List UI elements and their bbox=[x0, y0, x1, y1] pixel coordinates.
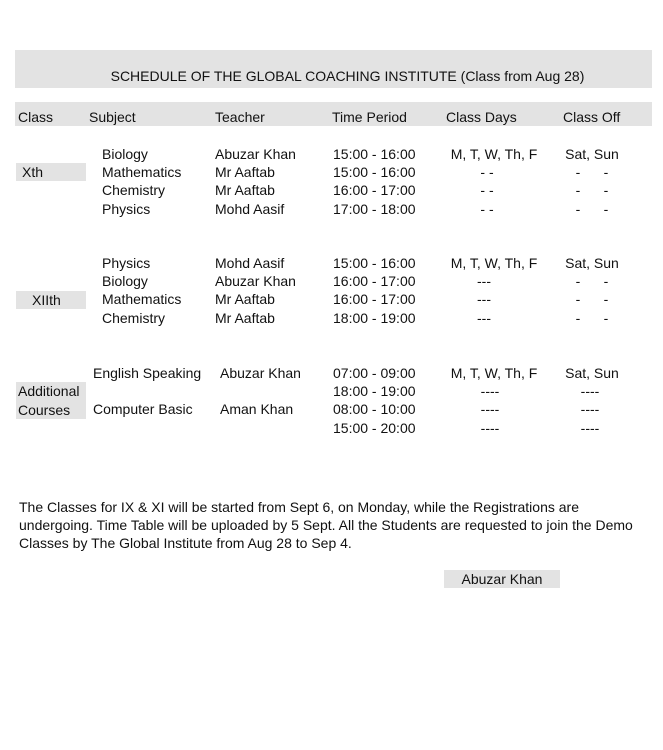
teacher-cell: Mohd Aasif bbox=[215, 255, 285, 271]
off-cell: ---- bbox=[580, 401, 600, 417]
signature: Abuzar Khan bbox=[444, 570, 560, 588]
time-cell: 16:00 - 17:00 bbox=[333, 273, 416, 289]
days-cell: M, T, W, Th, F bbox=[450, 255, 538, 271]
subject-cell: English Speaking bbox=[93, 365, 202, 381]
teacher-cell: Abuzar Khan bbox=[215, 273, 296, 289]
off-cell: ---- bbox=[580, 420, 600, 436]
time-cell: 15:00 - 16:00 bbox=[333, 255, 416, 271]
subject-cell: Mathematics bbox=[102, 291, 182, 307]
off-cell: Sat, Sun bbox=[565, 146, 619, 162]
time-cell: 18:00 - 19:00 bbox=[333, 383, 416, 399]
off-cell: - - bbox=[575, 182, 609, 198]
off-cell: Sat, Sun bbox=[565, 255, 619, 271]
off-cell: - - bbox=[575, 291, 609, 307]
off-cell: ---- bbox=[580, 383, 600, 399]
subject-cell: Computer Basic bbox=[93, 401, 193, 417]
days-cell: - - bbox=[480, 182, 494, 198]
class-label-xiith: XIIth bbox=[16, 291, 86, 309]
notice-paragraph: The Classes for IX & XI will be started from Sept 6, on Monday, while the Registrations are undergoing. Time Table will be uploaded by 5 Sept. All the Students are requested to join the Demo Classes by The Global Institute from Aug 28 to Sep 4. bbox=[19, 499, 633, 551]
teacher-cell: Mohd Aasif bbox=[215, 201, 285, 217]
subject-cell: Biology bbox=[102, 146, 148, 162]
header-time-period: Time Period bbox=[332, 109, 407, 125]
time-cell: 15:00 - 20:00 bbox=[333, 420, 416, 436]
teacher-cell: Aman Khan bbox=[220, 401, 294, 417]
table-header bbox=[15, 102, 652, 126]
subject-cell: Biology bbox=[102, 273, 148, 289]
days-cell: --- bbox=[477, 273, 491, 289]
time-cell: 16:00 - 17:00 bbox=[333, 182, 416, 198]
off-cell: - - bbox=[575, 201, 609, 217]
off-cell: Sat, Sun bbox=[565, 365, 619, 381]
header-class-days: Class Days bbox=[446, 109, 517, 125]
time-cell: 08:00 - 10:00 bbox=[333, 401, 416, 417]
teacher-cell: Abuzar Khan bbox=[215, 146, 296, 162]
days-cell: ---- bbox=[480, 383, 500, 399]
days-cell: ---- bbox=[480, 401, 500, 417]
days-cell: --- bbox=[477, 291, 491, 307]
header-class: Class bbox=[18, 109, 54, 125]
subject-cell: Physics bbox=[102, 255, 151, 271]
time-cell: 07:00 - 09:00 bbox=[333, 365, 416, 381]
off-cell: - - bbox=[575, 164, 609, 180]
time-cell: 17:00 - 18:00 bbox=[333, 201, 416, 217]
off-cell: - - bbox=[575, 273, 609, 289]
subject-cell: Mathematics bbox=[102, 164, 182, 180]
header-class-off: Class Off bbox=[563, 109, 621, 125]
teacher-cell: Mr Aaftab bbox=[215, 291, 275, 307]
time-cell: 18:00 - 19:00 bbox=[333, 310, 416, 326]
teacher-cell: Mr Aaftab bbox=[215, 182, 275, 198]
days-cell: M, T, W, Th, F bbox=[450, 365, 538, 381]
subject-cell: Chemistry bbox=[102, 182, 166, 198]
time-cell: 16:00 - 17:00 bbox=[333, 291, 416, 307]
teacher-cell: Mr Aaftab bbox=[215, 310, 275, 326]
time-cell: 15:00 - 16:00 bbox=[333, 164, 416, 180]
off-cell: - - bbox=[575, 310, 609, 326]
teacher-cell: Mr Aaftab bbox=[215, 164, 275, 180]
class-label-additional-courses: Additional Courses bbox=[16, 382, 86, 419]
days-cell: --- bbox=[477, 310, 491, 326]
time-cell: 15:00 - 16:00 bbox=[333, 146, 416, 162]
page-title: SCHEDULE OF THE GLOBAL COACHING INSTITUTE (Class from Aug 28) bbox=[110, 68, 585, 84]
class-label-xth: Xth bbox=[16, 163, 86, 181]
days-cell: - - bbox=[480, 164, 494, 180]
subject-cell: Physics bbox=[102, 201, 151, 217]
header-teacher: Teacher bbox=[215, 109, 265, 125]
days-cell: M, T, W, Th, F bbox=[450, 146, 538, 162]
days-cell: ---- bbox=[480, 420, 500, 436]
days-cell: - - bbox=[480, 201, 494, 217]
teacher-cell: Abuzar Khan bbox=[220, 365, 301, 381]
title-bar bbox=[15, 50, 652, 88]
subject-cell: Chemistry bbox=[102, 310, 166, 326]
header-subject: Subject bbox=[89, 109, 136, 125]
